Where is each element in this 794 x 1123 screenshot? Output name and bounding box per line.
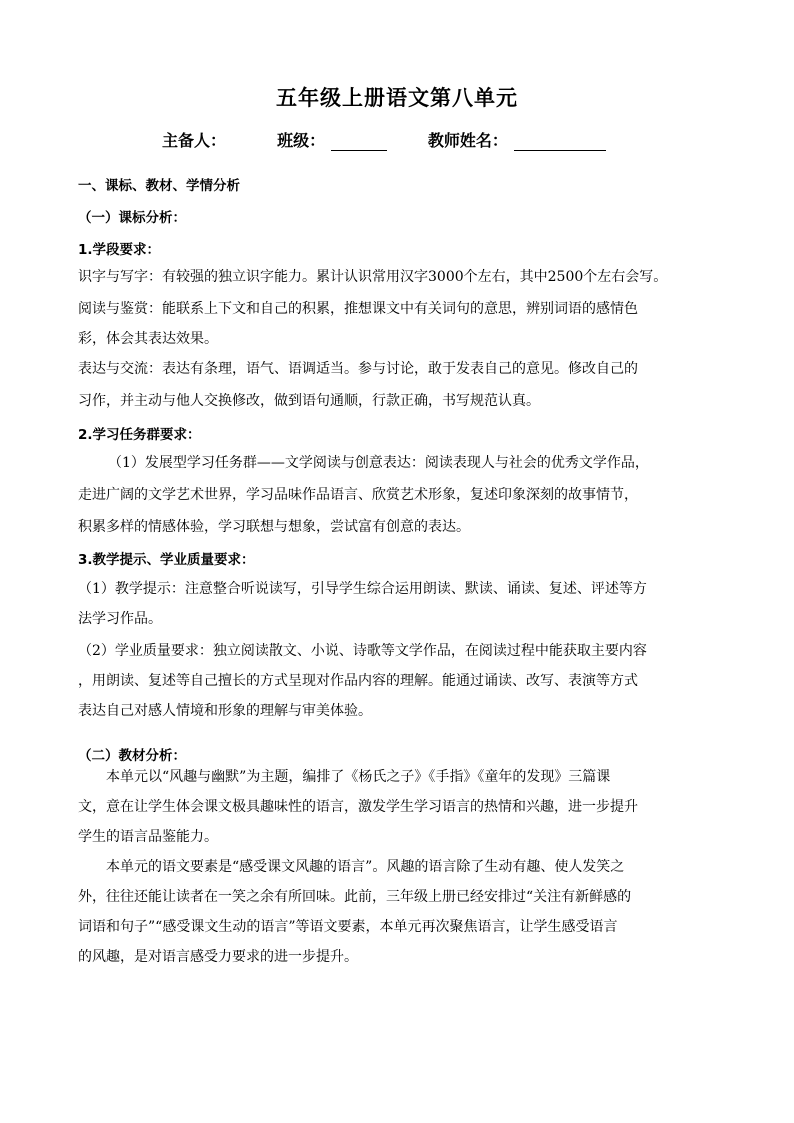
paragraph-line: 词语和句子”“感受课文生动的语言”等语文要素，本单元再次聚焦语言，让学生感受语言 (78, 919, 618, 935)
teacher-label: 教师姓名： (427, 131, 508, 150)
paragraph-line: 表达与交流：表达有条理，语气、语调适当。参与讨论，敢于发表自己的意见。修改自己的 (78, 361, 638, 377)
paragraph-line: 表达自己对感人情境和形象的理解与审美体验。 (78, 703, 372, 719)
header-info (162, 128, 606, 151)
paragraph-line: ，用朗读、复述等自己擅长的方式呈现对作品内容的理解。能通过诵读、改写、表演等方式 (78, 673, 638, 689)
paragraph-line: 习作，并主动与他人交换修改，做到语句通顺，行款正确，书写规范认真。 (78, 393, 540, 409)
paragraph-line: 外，往往还能让读者在一笑之余有所回味。此前，三年级上册已经安排过“关注有新鲜感的 (78, 889, 632, 905)
paragraph-line: 文，意在让学生体会课文极具趣味性的语言，激发学生学习语言的热情和兴趣，进一步提升 (78, 799, 638, 815)
paragraph-line: 本单元的语文要素是“感受课文风趣的语言”。风趣的语言除了生动有趣、使人发笑之 (106, 859, 625, 875)
preparer-label: 主备人： (162, 131, 227, 150)
page-title: 五年级上册语文第八单元 (276, 86, 518, 110)
paragraph-line: 积累多样的情感体验，学习联想与想象，尝试富有创意的表达。 (78, 519, 470, 535)
paragraph-line: 阅读与鉴赏：能联系上下文和自己的积累，推想课文中有关词句的意思，辨别词语的感情色 (78, 301, 638, 317)
item-heading: 2.学习任务群要求： (78, 427, 201, 443)
paragraph-line: （1）发展型学习任务群——文学阅读与创意表达：阅读表现人与社会的优秀文学作品， (108, 455, 649, 471)
teacher-blank (514, 132, 606, 151)
paragraph-line: 本单元以“风趣与幽默”为主题，编排了《杨氏之子》《手指》《童年的发现》三篇课 (106, 769, 611, 785)
subsection-heading: （二）教材分析： (78, 748, 186, 764)
class-blank (331, 132, 387, 151)
item-heading: 3.教学提示、学业质量要求： (78, 552, 255, 568)
paragraph-line: （1）教学提示：注意整合听说读写，引导学生综合运用朗读、默读、诵读、复述、评述等方 (78, 581, 647, 597)
paragraph-line: 走进广阔的文学艺术世界，学习品味作品语言、欣赏艺术形象，复述印象深刻的故事情节， (78, 487, 638, 503)
section-heading: 一、课标、教材、学情分析 (78, 178, 240, 194)
paragraph-line: 的风趣，是对语言感受力要求的进一步提升。 (78, 949, 358, 965)
class-label: 班级： (277, 131, 326, 150)
paragraph-line: （2）学业质量要求：独立阅读散文、小说、诗歌等文学作品，在阅读过程中能获取主要内容 (78, 643, 647, 659)
subsection-heading: （一）课标分析： (78, 210, 186, 226)
paragraph-line: 识字与写字：有较强的独立识字能力。累计认识常用汉字3000个左右，其中2500个左右会写。 (78, 269, 668, 285)
paragraph-line: 法学习作品。 (78, 611, 162, 627)
paragraph-line: 学生的语言品鉴能力。 (78, 829, 218, 845)
item-heading: 1.学段要求： (78, 242, 161, 258)
paragraph-line: 彩，体会其表达效果。 (78, 331, 218, 347)
